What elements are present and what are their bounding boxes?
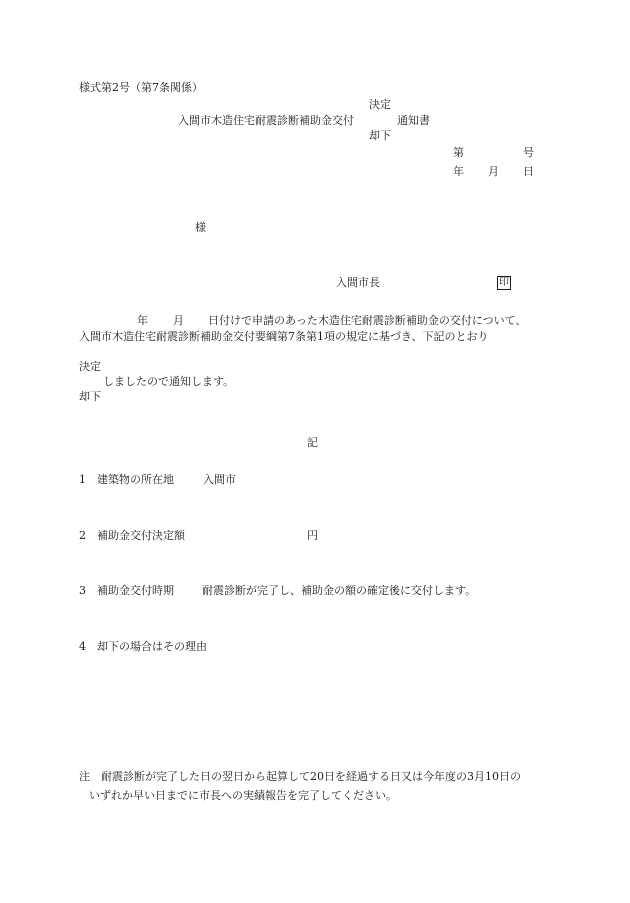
item-label: 補助金交付決定額 bbox=[97, 529, 185, 542]
title-option-decision: 決定 bbox=[369, 98, 391, 111]
title-option-rejection: 却下 bbox=[369, 129, 391, 142]
body-option-rejection: 却下 bbox=[79, 390, 101, 403]
document-title: 入間市木造住宅耐震診断補助金交付 bbox=[178, 114, 354, 127]
doc-number-suffix: 号 bbox=[523, 146, 534, 159]
item-number: 1 bbox=[79, 473, 86, 486]
date-day-label: 日 bbox=[523, 165, 534, 178]
issuer-name: 入間市長 bbox=[336, 276, 380, 289]
addressee-honorific: 様 bbox=[195, 221, 206, 234]
note-mark: 注 bbox=[79, 770, 90, 783]
item-label: 補助金交付時期 bbox=[97, 584, 174, 597]
issuer-seal bbox=[497, 275, 511, 290]
item-number: 2 bbox=[79, 529, 86, 542]
item-value: 入間市 bbox=[203, 473, 236, 486]
ki-heading: 記 bbox=[307, 436, 318, 449]
document-title-suffix: 通知書 bbox=[397, 114, 430, 127]
body-line-2: 入間市木造住宅耐震診断補助金交付要綱第7条第1項の規定に基づき、下記のとおり bbox=[79, 330, 489, 343]
item-number: 3 bbox=[79, 584, 86, 597]
body-line-3: しましたので通知します。 bbox=[103, 375, 235, 388]
body-line-1: 日付けで申請のあった木造住宅耐震診断補助金の交付について、 bbox=[208, 314, 527, 327]
seal-mark: 印 bbox=[499, 277, 509, 288]
item-label: 建築物の所在地 bbox=[97, 473, 174, 486]
body-month-label: 月 bbox=[173, 314, 184, 327]
date-month-label: 月 bbox=[488, 165, 499, 178]
item-value: 円 bbox=[307, 529, 318, 542]
note-line-1: 耐震診断が完了した日の翌日から起算して20日を経過する日又は今年度の3月10日の bbox=[101, 770, 521, 783]
item-label: 却下の場合はその理由 bbox=[97, 640, 207, 653]
date-year-label: 年 bbox=[453, 165, 464, 178]
body-year-label: 年 bbox=[137, 314, 148, 327]
item-value: 耐震診断が完了し、補助金の額の確定後に交付します。 bbox=[202, 584, 477, 597]
note-line-2: いずれか早い日までに市長への実績報告を完了してください。 bbox=[89, 789, 397, 802]
doc-number-prefix: 第 bbox=[453, 146, 464, 159]
item-number: 4 bbox=[79, 640, 86, 653]
form-number: 様式第2号（第7条関係） bbox=[79, 81, 203, 94]
body-option-decision: 決定 bbox=[79, 360, 101, 373]
